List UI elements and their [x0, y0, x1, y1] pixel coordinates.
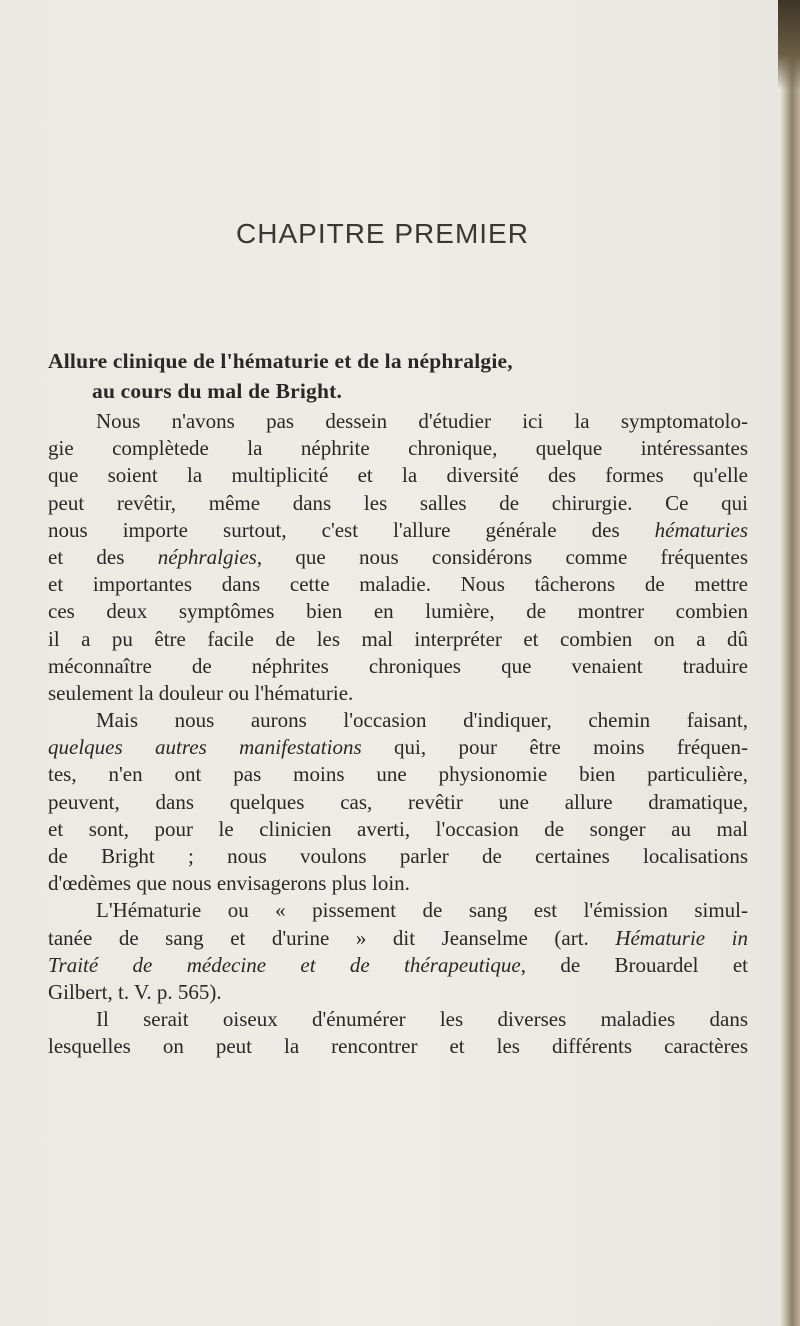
- text-line: quelques autres manifestations qui, pour être moins fréquen-: [48, 735, 748, 760]
- text-line: Nous n'avons pas dessein d'étudier ici la symptomatolo-: [96, 409, 748, 433]
- text-line: méconnaître de néphrites chroniques que venaient traduire: [48, 653, 748, 678]
- text-line: Traité de médecine et de thérapeutique, de Brouardel et: [48, 952, 748, 977]
- text-line: peut revêtir, même dans les salles de chirurgie. Ce qui: [48, 490, 748, 515]
- text-line: et des néphralgies, que nous considérons comme fréquentes: [48, 544, 748, 569]
- text-line: Gilbert, t. V. p. 565).: [48, 979, 222, 1004]
- text-line: il a pu être facile de les mal interpréter et combien on a dû: [48, 626, 748, 651]
- text-line: gie complètede la néphrite chronique, quelque intéressantes: [48, 436, 748, 461]
- text-line: de Bright ; nous voulons parler de certaines localisations: [48, 844, 748, 868]
- text-line: que soient la multiplicité et la diversité des formes qu'elle: [48, 463, 748, 488]
- text-line: seulement la douleur ou l'hématurie.: [48, 680, 354, 705]
- text-line: ces deux symptômes bien en lumière, de montrer combien: [48, 599, 748, 624]
- section-title-line-1: Allure clinique de l'hématurie et de la néphralgie,: [48, 349, 513, 373]
- text-line: L'Hématurie ou « pissement de sang est l'émission simul-: [96, 898, 748, 923]
- text-line: peuvent, dans quelques cas, revêtir une allure dramatique,: [48, 789, 748, 814]
- chapter-title: CHAPITRE PREMIER: [236, 218, 529, 249]
- text-line: nous importe surtout, c'est l'allure générale des hématuries: [48, 517, 748, 542]
- text-line: et importantes dans cette maladie. Nous tâcherons de mettre: [48, 572, 748, 597]
- text-line: tanée de sang et d'urine » dit Jeanselme (art. Hématurie in: [48, 925, 748, 950]
- text-line: et sont, pour le clinicien averti, l'occasion de songer au mal: [48, 816, 748, 841]
- text-line: tes, n'en ont pas moins une physionomie bien particulière,: [48, 762, 748, 787]
- text-line: lesquelles on peut la rencontrer et les différents caractères: [48, 1034, 748, 1059]
- text-line: d'œdèmes que nous envisagerons plus loin.: [48, 871, 410, 896]
- text-line: Mais nous aurons l'occasion d'indiquer, chemin faisant,: [96, 708, 748, 733]
- page-corner-shadow: [778, 0, 800, 90]
- page-edge-shadow: [780, 0, 800, 1326]
- section-title: [48, 346, 748, 406]
- section-title-line-2: au cours du mal de Bright.: [92, 379, 343, 403]
- body-text: [48, 408, 748, 1061]
- text-line: Il serait oiseux d'énumérer les diverses maladies dans: [96, 1007, 748, 1032]
